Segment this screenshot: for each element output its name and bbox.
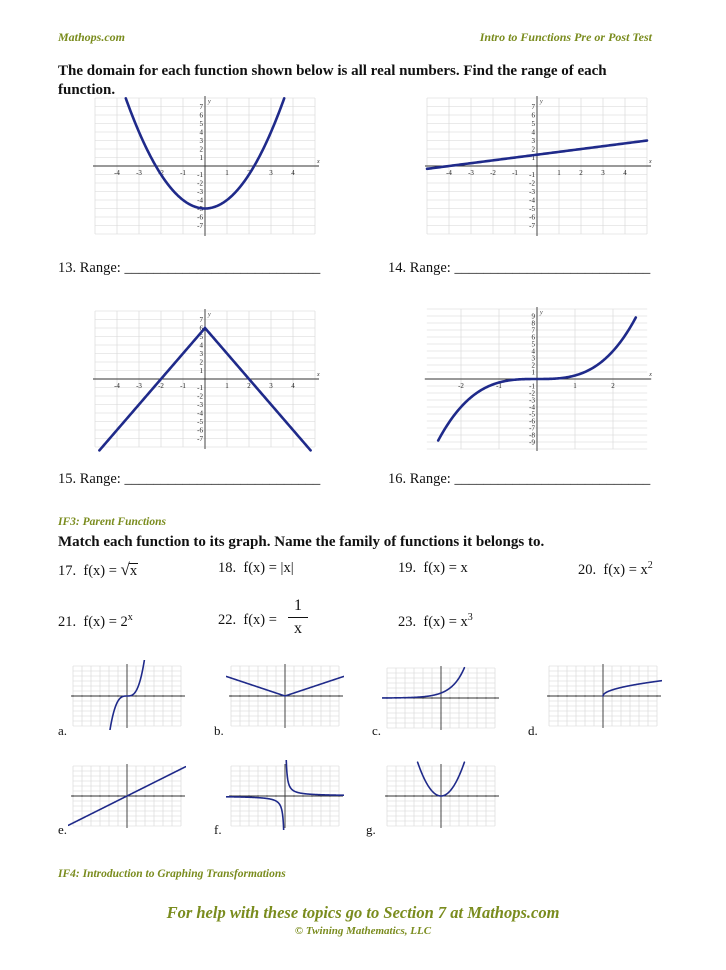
x-tick-label: -2 [490,169,496,177]
graph-label-f: f. [214,822,222,837]
x-tick-label: 4 [623,169,627,177]
y-tick-label: 4 [531,128,535,137]
function-18 [218,560,294,577]
graph-label-b: b. [214,723,224,738]
y-tick-label: 5 [531,119,535,128]
function-21-expression: f(x) = 2 [83,613,128,630]
y-tick-label: 1 [199,366,203,375]
x-axis-label: x [317,372,320,378]
function-22-fraction [288,597,308,638]
x-tick-label: 3 [269,382,273,390]
y-tick-label: -4 [529,196,535,205]
x-axis-label: x [649,372,652,378]
y-axis-label: y [540,310,543,316]
x-tick-label: -3 [136,169,142,177]
y-tick-label: 3 [531,136,535,145]
x-tick-label: -3 [468,169,474,177]
y-tick-label: -6 [529,417,535,426]
x-tick-label: 2 [579,169,583,177]
y-tick-label: 7 [531,326,535,335]
x-tick-label: 1 [573,382,577,390]
graph-13 [90,92,320,242]
y-tick-label: 7 [531,102,535,111]
y-tick-label: -1 [529,170,535,179]
function-curve [286,760,343,795]
function-20-expression: f(x) = x [603,561,648,578]
range-16[interactable]: 16. Range: ___________________________ [388,471,651,487]
y-tick-label: 1 [531,368,535,377]
graph-a [68,660,186,730]
graph-label-a: a. [58,723,68,738]
x-tick-label: -1 [496,382,502,390]
y-tick-label: 6 [199,324,203,333]
y-tick-label: 3 [199,136,203,145]
function-19-expression: f(x) = x [423,560,468,576]
y-tick-label: -3 [529,187,535,196]
x-tick-label: 2 [611,382,615,390]
y-tick-label: -7 [529,221,535,230]
y-tick-label: 2 [531,361,535,370]
y-tick-label: 5 [199,332,203,341]
x-tick-label: 1 [557,169,561,177]
y-tick-label: -2 [529,179,535,188]
function-23-expression: f(x) = x [423,613,468,630]
y-tick-label: -5 [529,410,535,419]
y-tick-label: 7 [199,102,203,111]
graph-g [382,760,500,830]
x-tick-label: 1 [225,382,229,390]
y-tick-label: -3 [197,187,203,196]
x-tick-label: -2 [458,382,464,390]
x-tick-label: -4 [114,169,120,177]
y-axis-label: y [208,99,211,105]
graph-14-grid [425,96,652,236]
function-23 [398,612,473,631]
x-tick-label: -1 [512,169,518,177]
function-22 [218,612,277,629]
graph-e [68,760,186,830]
y-tick-label: -4 [529,403,535,412]
graph-16-grid [425,307,652,451]
y-tick-label: 2 [199,358,203,367]
instruction-line-2: function. [58,82,116,98]
x-tick-label: -2 [158,382,164,390]
graph-label-d: d. [528,723,538,738]
help-footer[interactable]: For help with these topics go to Section 7 at Mathops.com [166,903,560,922]
function-17-radicand: x [129,563,138,579]
y-tick-label: 6 [531,333,535,342]
graph-d [544,660,662,730]
y-tick-label: 4 [199,128,203,137]
y-tick-label: -4 [197,409,203,418]
y-tick-label: 3 [531,354,535,363]
function-22-number: 22. [218,612,237,628]
y-tick-label: -8 [529,431,535,440]
function-19-number: 19. [398,560,417,576]
x-tick-label: 2 [247,169,251,177]
y-tick-label: 1 [199,153,203,162]
function-21 [58,612,133,631]
function-18-abs: |x| [280,560,294,576]
site-name: Mathops.com [58,30,126,44]
x-axis-label: x [649,159,652,165]
graph-14 [422,92,652,242]
function-18-number: 18. [218,560,237,576]
y-tick-label: -3 [529,396,535,405]
y-tick-label: -2 [529,389,535,398]
y-tick-label: -6 [529,213,535,222]
y-tick-label: 4 [199,341,203,350]
y-tick-label: 8 [531,319,535,328]
y-tick-label: 1 [531,153,535,162]
x-tick-label: -4 [114,382,120,390]
y-axis-label: y [208,312,211,318]
x-tick-label: 4 [291,382,295,390]
y-tick-label: -1 [197,383,203,392]
function-18-prefix: f(x) = [243,560,281,576]
y-tick-label: 3 [199,349,203,358]
y-tick-label: 5 [199,119,203,128]
match-instructions: Match each function to its graph. Name the family of functions it belongs to. [58,534,545,550]
x-axis-label: x [317,159,320,165]
y-tick-label: -6 [197,426,203,435]
y-tick-label: -7 [197,434,203,443]
x-tick-label: -1 [180,169,186,177]
x-tick-label: -2 [158,169,164,177]
y-tick-label: -6 [197,213,203,222]
function-23-exponent: 3 [467,612,473,623]
y-tick-label: -9 [529,438,535,447]
y-tick-label: -2 [197,179,203,188]
graph-15 [90,305,320,455]
graph-15-grid [93,309,320,450]
function-20-exponent: 2 [647,560,653,571]
y-tick-label: 9 [531,312,535,321]
x-tick-label: 3 [601,169,605,177]
y-tick-label: -2 [197,392,203,401]
y-tick-label: 6 [199,111,203,120]
y-axis-label: y [540,99,543,105]
function-22-denominator: x [294,620,302,637]
range-14[interactable]: 14. Range: ___________________________ [388,260,651,276]
graph-13-grid [93,96,320,236]
x-tick-label: 4 [291,169,295,177]
fraction-bar [288,617,308,618]
section-if4-title: IF4: Introduction to Graphing Transformations [58,868,286,880]
x-tick-label: -1 [180,382,186,390]
x-tick-label: -3 [136,382,142,390]
y-tick-label: -5 [197,417,203,426]
test-title: Intro to Functions Pre or Post Test [479,30,652,44]
y-tick-label: -1 [529,382,535,391]
y-tick-label: -3 [197,400,203,409]
x-tick-label: 2 [247,382,251,390]
graph-f [226,760,344,830]
x-tick-label: 3 [269,169,273,177]
range-13[interactable]: 13. Range: ___________________________ [58,260,321,276]
function-23-number: 23. [398,613,417,630]
y-tick-label: -5 [529,204,535,213]
y-tick-label: -1 [197,170,203,179]
function-17-prefix: f(x) = [83,563,121,579]
function-17-number: 17. [58,563,77,579]
function-22-prefix: f(x) = [243,612,277,628]
function-19 [398,560,468,577]
y-tick-label: 5 [531,340,535,349]
function-21-number: 21. [58,613,77,630]
graph-label-c: c. [372,723,382,738]
section-if3-title: IF3: Parent Functions [58,516,166,528]
function-20 [578,560,653,579]
range-15[interactable]: 15. Range: ___________________________ [58,471,321,487]
y-tick-label: -5 [197,204,203,213]
y-tick-label: -7 [529,424,535,433]
function-17 [58,560,138,580]
graph-b [226,660,344,730]
copyright: © Twining Mathematics, LLC [294,925,432,937]
x-tick-label: 1 [225,169,229,177]
y-tick-label: -4 [197,196,203,205]
function-21-exponent: x [127,612,133,623]
y-tick-label: 6 [531,111,535,120]
y-tick-label: -7 [197,221,203,230]
function-22-numerator: 1 [294,597,302,614]
function-curve [227,797,284,830]
y-tick-label: 2 [199,145,203,154]
graph-label-e: e. [58,822,68,837]
graph-label-g: g. [366,822,376,837]
y-tick-label: 4 [531,347,535,356]
x-tick-label: -4 [446,169,452,177]
graph-16 [422,305,652,455]
radical-icon: √ [120,560,130,579]
y-tick-label: 7 [199,315,203,324]
y-tick-label: 2 [531,145,535,154]
function-20-number: 20. [578,561,597,578]
instruction-line-1: The domain for each function shown below is all real numbers. Find the range of each [58,63,607,79]
graph-c [382,660,500,730]
